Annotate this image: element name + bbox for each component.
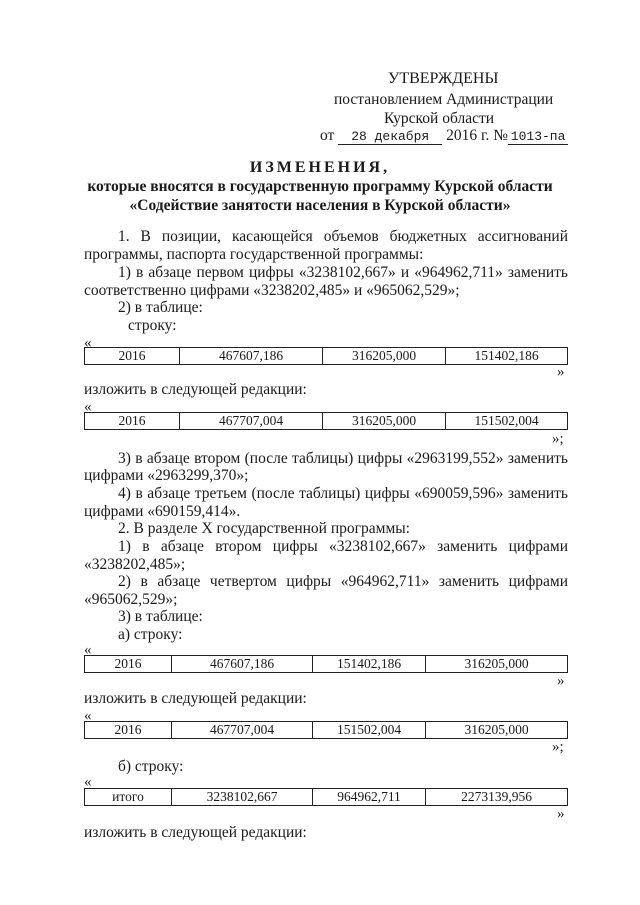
table-4 xyxy=(84,721,568,739)
table-row xyxy=(85,348,568,365)
table-cell: 151502,004 xyxy=(446,413,568,430)
quote-open-3: « xyxy=(84,642,92,658)
paragraph-10: 3) в таблице: xyxy=(118,608,203,625)
table-cell: 151402,186 xyxy=(313,656,426,673)
approval-number: 1013-па xyxy=(508,129,568,145)
table-cell: 2273139,956 xyxy=(426,789,568,806)
table-row xyxy=(85,413,568,430)
paragraph-5-line-1: 3) в абзаце втором (после таблицы) цифры «2963199,552» заменить xyxy=(118,450,568,467)
table-cell: 467707,004 xyxy=(172,722,313,739)
table-cell: 316205,000 xyxy=(323,413,446,430)
table-row xyxy=(85,722,568,739)
document-subtitle-2: «Содействие занятости населения в Курской области» xyxy=(129,197,511,214)
table-cell: 3238102,667 xyxy=(172,789,313,806)
approval-line2: Курской области xyxy=(384,110,495,127)
table-cell: 2016 xyxy=(85,656,172,673)
quote-close-semicolon-2: »; xyxy=(552,739,564,755)
quote-open-5: « xyxy=(84,774,92,790)
approval-from: от xyxy=(320,127,335,144)
approval-date-line xyxy=(320,127,568,145)
paragraph-7: 2. В разделе X государственной программы: xyxy=(118,520,410,537)
document-subtitle-1: которые вносятся в государственную программу Курской области xyxy=(87,178,553,195)
paragraph-12: б) строку: xyxy=(118,758,184,775)
table-cell: 151402,186 xyxy=(446,348,568,365)
table-row xyxy=(85,656,568,673)
paragraph-6-line-2: цифрами «690159,414». xyxy=(84,503,241,520)
table-cell: 316205,000 xyxy=(323,348,446,365)
paragraph-2-line-2: соответственно цифрами «3238202,485» и «965062,529»; xyxy=(84,282,460,299)
quote-close-3: » xyxy=(557,806,565,822)
quote-open-2: « xyxy=(84,399,92,415)
table-2 xyxy=(84,412,568,430)
table-cell: 151502,004 xyxy=(313,722,426,739)
edit-label-1: изложить в следующей редакции: xyxy=(84,381,307,398)
table-cell: 467607,186 xyxy=(180,348,323,365)
table-cell: 2016 xyxy=(85,348,180,365)
table-cell: 467707,004 xyxy=(180,413,323,430)
table-cell: 2016 xyxy=(85,722,172,739)
table-cell: 316205,000 xyxy=(426,722,568,739)
table-cell: 467607,186 xyxy=(172,656,313,673)
paragraph-9-line-2: «965062,529»; xyxy=(84,591,178,608)
table-cell: 2016 xyxy=(85,413,180,430)
paragraph-3: 2) в таблице: xyxy=(118,299,203,316)
edit-label-3: изложить в следующей редакции: xyxy=(84,824,307,841)
quote-close-semicolon-1: »; xyxy=(552,431,564,447)
approval-date: 28 декабря xyxy=(338,129,442,145)
paragraph-9-line-1: 2) в абзаце четвертом цифры «964962,711» заменить цифрами xyxy=(118,573,568,590)
edit-label-2: изложить в следующей редакции: xyxy=(84,690,307,707)
quote-close-2: » xyxy=(557,673,565,689)
paragraph-2-line-1: 1) в абзаце первом цифры «3238102,667» и «964962,711» заменить xyxy=(118,264,568,281)
table-cell: 964962,711 xyxy=(313,789,426,806)
approval-year: 2016 г. № xyxy=(446,127,509,144)
paragraph-1-line-1: 1. В позиции, касающейся объемов бюджетных ассигнований xyxy=(118,228,568,245)
paragraph-8-line-1: 1) в абзаце втором цифры «3238102,667» заменить цифрами xyxy=(118,538,568,555)
approval-title: УТВЕРЖДЕНЫ xyxy=(388,70,499,87)
paragraph-6-line-1: 4) в абзаце третьем (после таблицы) цифры «690059,596» заменить xyxy=(118,485,568,502)
table-row xyxy=(85,789,568,806)
table-cell: итого xyxy=(85,789,172,806)
table-cell: 316205,000 xyxy=(426,656,568,673)
paragraph-5-line-2: цифрами «2963299,370»; xyxy=(84,467,249,484)
table-1 xyxy=(84,347,568,365)
approval-line1: постановлением Администрации xyxy=(334,91,554,108)
quote-close-1: » xyxy=(557,364,565,380)
document-title: ИЗМЕНЕНИЯ, xyxy=(249,159,391,176)
table-5 xyxy=(84,788,568,806)
paragraph-4: строку: xyxy=(128,317,177,334)
paragraph-1-line-2: программы, паспорта государственной программы: xyxy=(84,246,424,263)
paragraph-11: а) строку: xyxy=(118,626,183,643)
table-3 xyxy=(84,655,568,673)
quote-open-1: « xyxy=(84,335,92,351)
quote-open-4: « xyxy=(84,708,92,724)
paragraph-8-line-2: «3238202,485»; xyxy=(84,556,186,573)
